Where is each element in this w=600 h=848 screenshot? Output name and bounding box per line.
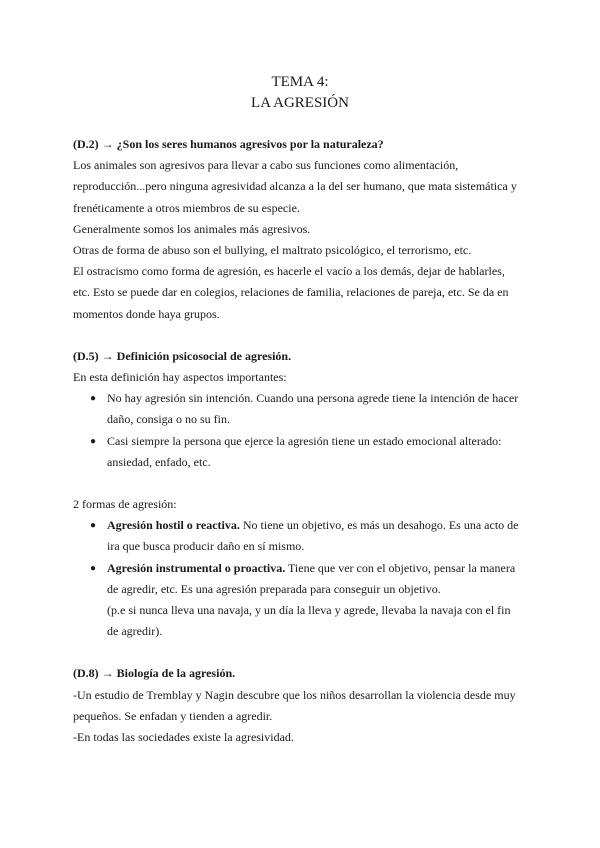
paragraph-line: 2 formas de agresión: [73,497,177,512]
bullet-icon: ● [90,393,97,405]
bullet-icon: ● [90,562,97,574]
paragraph-line: -Un estudio de Tremblay y Nagin descubre que los niños desarrollan la violencia desde muy [73,687,516,702]
term-hostile: Agresión hostil o reactiva. [107,518,240,533]
section-heading-d2: (D.2) → ¿Son los seres humanos agresivos por la naturaleza? [73,137,384,151]
paragraph-line: frenéticamente a otros miembros de su especie. [73,200,300,215]
list-item-line [107,515,533,536]
title-line-1: TEMA 4: [271,74,329,90]
list-item-line: daño, consiga o no su fin. [107,412,230,427]
paragraph-line: pequeños. Se enfadan y tienden a agredir. [73,708,273,723]
term-instrumental-text: Tiene que ver con el objetivo, pensar la manera [285,560,516,575]
list-item-line: ira que busca producir daño en sí mismo. [107,539,305,554]
paragraph-line: momentos donde haya grupos. [73,306,220,321]
paragraph-line: Otras de forma de abuso son el bullying, el maltrato psicológico, el terrorismo, etc. [73,243,472,258]
list-item-line [107,558,533,579]
list-item [73,388,533,430]
section-heading-d8: (D.8) → Biología de la agresión. [73,666,236,681]
forms-list [73,515,533,642]
spacer [73,642,533,663]
title-line-2: LA AGRESIÓN [251,95,349,111]
list-item-line: de agredir, etc. Es una agresión preparada para conseguir un objetivo. [107,581,441,596]
list-item [73,431,533,473]
paragraph-line: Los animales son agresivos para llevar a cabo sus funciones como alimentación, [73,158,459,173]
bullet-icon: ● [90,435,97,447]
aspects-list [73,388,533,473]
section-heading-d5: (D.5) → Definición psicosocial de agresión. [73,348,292,363]
list-item-line: No hay agresión sin intención. Cuando una persona agrede tiene la intención de hacer [107,391,519,406]
bullet-icon: ● [90,520,97,532]
paragraph-line: reproducción...pero ninguna agresividad alcanza a la del ser humano, que mata sistemática y [73,179,517,194]
list-item-line: de agredir). [107,624,163,639]
paragraph-line: El ostracismo como forma de agresión, es hacerle el vacío a los demás, dejar de hablarles, [73,264,505,279]
list-item [73,515,533,557]
term-instrumental: Agresión instrumental o proactiva. [107,560,286,575]
list-item-line: (p.e si nunca lleva una navaja, y un día la lleva y agrede, llevaba la navaja con el fin [107,603,511,618]
paragraph-line: Generalmente somos los animales más agresivos. [73,221,311,236]
spacer [73,473,533,494]
list-item-line: Casi siempre la persona que ejerce la agresión tiene un estado emocional alterado: [107,433,502,448]
list-item [73,558,533,643]
document-content [73,134,533,748]
paragraph-line: etc. Esto se puede dar en colegios, relaciones de familia, relaciones de pareja, etc. Se da en [73,285,509,300]
term-hostile-text: No tiene un objetivo, es más un desahogo. Es una acto de [239,518,519,533]
paragraph-line: -En todas las sociedades existe la agresividad. [73,730,294,745]
title-block [0,72,600,114]
spacer [73,325,533,346]
paragraph-line: En esta definición hay aspectos importantes: [73,370,287,385]
list-item-line: ansiedad, enfado, etc. [107,454,211,469]
